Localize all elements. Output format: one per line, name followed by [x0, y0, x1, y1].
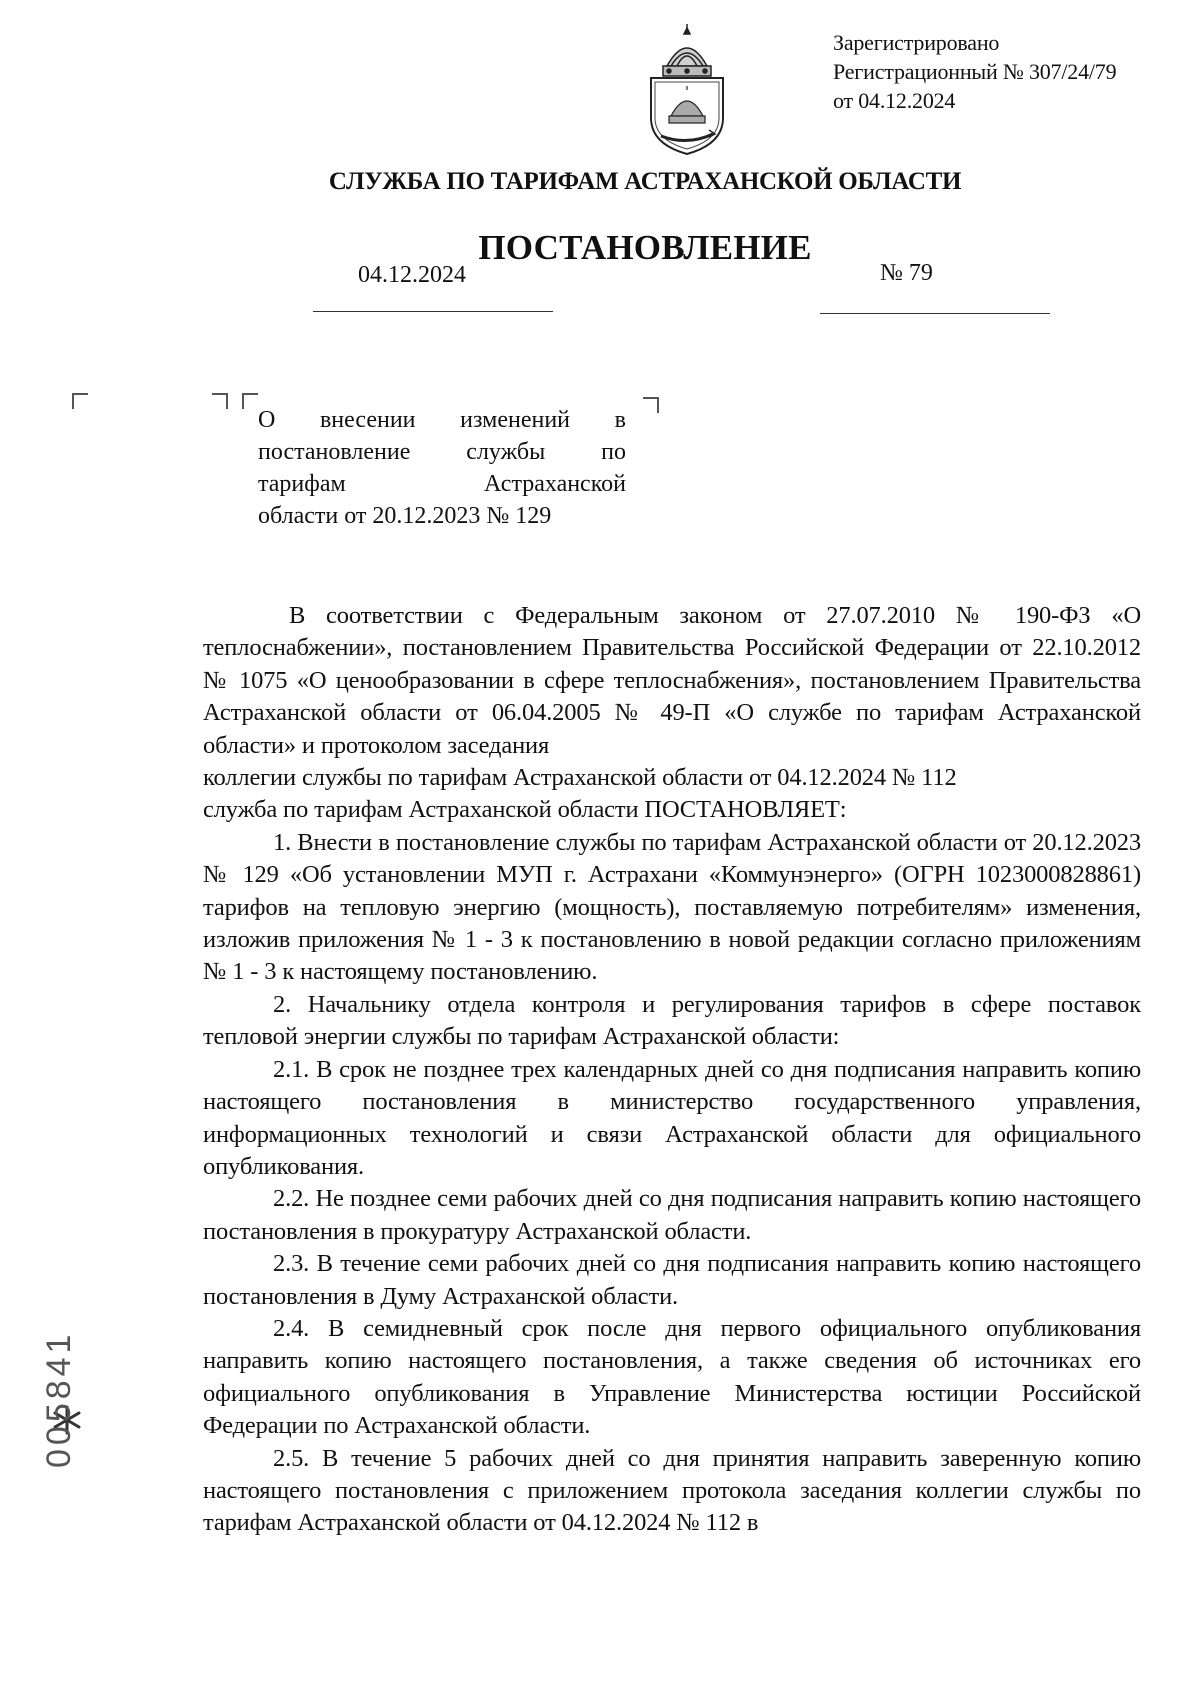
date-underline — [313, 311, 553, 312]
clause-2: 2. Начальнику отдела контроля и регулирования тарифов в сфере поставок тепловой энергии службы по тарифам Астраханской области: — [203, 990, 1141, 1051]
registration-number: Регистрационный № 307/24/79 — [833, 59, 1117, 84]
clause-2-2: 2.2. Не позднее семи рабочих дней со дня подписания направить копию настоящего постановления в прокуратуру Астраханской области. — [203, 1185, 1141, 1245]
bracket-corner-top-right — [643, 397, 659, 413]
document-body — [203, 600, 1141, 1540]
subject-line: области от 20.12.2023 № 129 — [258, 503, 552, 529]
registration-stamp — [833, 28, 1116, 115]
bracket-corner-top-left — [242, 393, 258, 409]
document-subject — [258, 404, 626, 532]
document-type-title: ПОСТАНОВЛЕНИЕ — [478, 228, 812, 267]
document-number: № 79 — [880, 260, 933, 286]
registration-status: Зарегистрировано — [833, 30, 1000, 55]
registration-date: от 04.12.2024 — [833, 88, 956, 113]
clause-2-1: 2.1. В срок не позднее трех календарных дней со дня подписания направить копию настоящего постановления в министерство государственного управления, информационных технологий и связи Астраханской области для официального опубликования. — [203, 1055, 1141, 1180]
preamble-continuation: коллегии службы по тарифам Астраханской области от 04.12.2024 № 112 — [203, 764, 957, 792]
subject-line: тарифам Астраханской — [258, 471, 626, 497]
subject-line: О внесении изменений в — [258, 407, 626, 433]
agency-name: СЛУЖБА ПО ТАРИФАМ АСТРАХАНСКОЙ ОБЛАСТИ — [328, 168, 962, 195]
clause-2-3: 2.3. В течение семи рабочих дней со дня подписания направить копию настоящего постановления в Думу Астраханской области. — [203, 1250, 1141, 1310]
preamble-paragraph: В соответствии с Федеральным законом от 27.07.2010 № 190-ФЗ «О теплоснабжении», постановлением Правительства Российской Федерации от 22.10.2012 № 1075 «О ценообразовании в сфере теплоснабжения», постановлением Правительства Астраханской области от 06.04.2005 № 49-П «О службе по тарифам Астраханской области» и протоколом заседания — [203, 602, 1141, 759]
preamble-resolution: служба по тарифам Астраханской области ПОСТАНОВЛЯЕТ: — [203, 796, 847, 824]
number-underline — [820, 313, 1050, 314]
clause-2-4: 2.4. В семидневный срок после дня первого официального опубликования направить копию настоящего постановления, а также сведения об источниках его официального опубликования в Управление Министерства юстиции Российской Федерации по Астраханской области. — [203, 1314, 1141, 1440]
side-registration-code: 005841 — [40, 1330, 78, 1468]
clause-2-5: 2.5. В течение 5 рабочих дней со дня принятия направить заверенную копию настоящего постановления с приложением протокола заседания коллегии службы по тарифам Астраханской области от 04.12.2024 № 112 в — [203, 1444, 1141, 1537]
coat-of-arms-icon — [645, 24, 729, 156]
subject-line: постановление службы по — [258, 439, 626, 465]
bracket-corner-top-right — [212, 393, 228, 409]
document-date: 04.12.2024 — [358, 262, 466, 288]
clause-1: 1. Внести в постановление службы по тарифам Астраханской области от 20.12.2023 № 129 «Об установлении МУП г. Астрахани «Коммунэнерго» (ОГРН 1023000828861) тарифов на тепловую энергию (мощность), поставляемую потребителям» изменения, изложив приложения № 1 - 3 к постановлению в новой редакции согласно приложениям № 1 - 3 к настоящему постановлению. — [203, 828, 1141, 986]
bracket-corner-top-left — [72, 393, 88, 409]
